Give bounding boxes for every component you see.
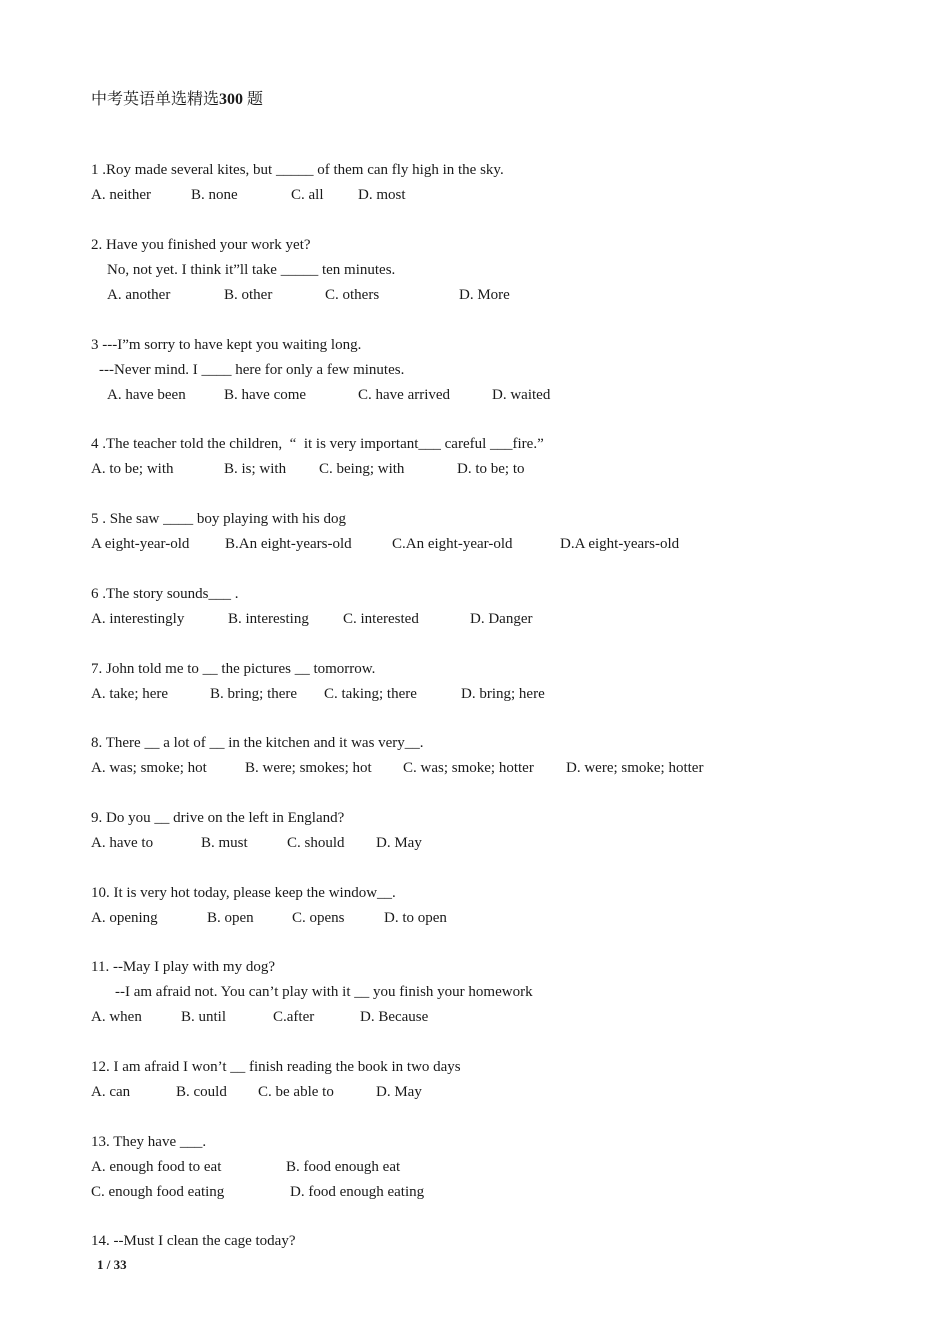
q12-option-d: D. May — [376, 1084, 422, 1100]
question-13-stem: 13. They have ___. — [91, 1134, 207, 1150]
q2-option-b: B. other — [224, 287, 273, 303]
q10-option-d: D. to open — [384, 910, 447, 926]
q1-option-b: B. none — [191, 187, 238, 203]
q7-option-d: D. bring; here — [461, 686, 545, 702]
q2-option-d: D. More — [459, 287, 510, 303]
q13-option-a: A. enough food to eat — [91, 1159, 222, 1175]
question-9-stem: 9. Do you __ drive on the left in England? — [91, 810, 345, 826]
question-2-stem: 2. Have you finished your work yet? — [91, 237, 311, 253]
question-11-stem-line2: --I am afraid not. You can’t play with it __ you finish your homework — [115, 984, 533, 1000]
q9-option-b: B. must — [201, 835, 248, 851]
q6-option-c: C. interested — [343, 611, 419, 627]
question-2-stem-line2: No, not yet. I think it”ll take _____ ten minutes. — [107, 262, 396, 278]
q6-option-d: D. Danger — [470, 611, 533, 627]
q7-option-c: C. taking; there — [324, 686, 417, 702]
question-14-stem: 14. --Must I clean the cage today? — [91, 1233, 296, 1249]
q9-option-d: D. May — [376, 835, 422, 851]
q3-option-c: C. have arrived — [358, 387, 451, 403]
q7-option-a: A. take; here — [91, 686, 169, 702]
title-suffix: 题 — [247, 91, 264, 108]
q1-option-d: D. most — [358, 187, 406, 203]
question-4-stem: 4 .The teacher told the children, “ it is very important___ careful ___fire.” — [91, 436, 544, 452]
q10-option-c: C. opens — [292, 910, 345, 926]
q3-option-d: D. waited — [492, 387, 551, 403]
q1-option-c: C. all — [291, 187, 324, 203]
q9-option-a: A. have to — [91, 835, 154, 851]
q11-option-b: B. until — [181, 1009, 227, 1025]
question-5-stem: 5 . She saw ____ boy playing with his dog — [91, 511, 346, 527]
q10-option-a: A. opening — [91, 910, 158, 926]
q10-option-b: B. open — [207, 910, 254, 926]
question-3-stem: 3 ---I”m sorry to have kept you waiting long. — [91, 337, 362, 353]
q3-option-a: A. have been — [107, 387, 186, 403]
q5-option-d: D.A eight-years-old — [560, 536, 680, 552]
q4-option-d: D. to be; to — [457, 461, 525, 477]
question-11-stem: 11. --May I play with my dog? — [91, 959, 275, 975]
q5-option-b: B.An eight-years-old — [225, 536, 352, 552]
question-7-stem: 7. John told me to __ the pictures __ tomorrow. — [91, 661, 376, 677]
q13-option-b: B. food enough eat — [286, 1159, 401, 1175]
q13-option-d: D. food enough eating — [290, 1184, 425, 1200]
page-title — [91, 86, 263, 109]
question-6-stem: 6 .The story sounds___ . — [91, 586, 239, 602]
q12-option-a: A. can — [91, 1084, 131, 1100]
page-number — [97, 1257, 127, 1273]
q6-option-b: B. interesting — [228, 611, 309, 627]
q7-option-b: B. bring; there — [210, 686, 298, 702]
question-10-stem: 10. It is very hot today, please keep the window__. — [91, 885, 396, 901]
q4-option-c: C. being; with — [319, 461, 405, 477]
q11-option-d: D. Because — [360, 1009, 429, 1025]
q12-option-c: C. be able to — [258, 1084, 334, 1100]
title-number: 300 — [219, 91, 244, 108]
q6-option-a: A. interestingly — [91, 611, 185, 627]
q4-option-a: A. to be; with — [91, 461, 174, 477]
question-8-stem: 8. There __ a lot of __ in the kitchen and it was very__. — [91, 735, 424, 751]
q8-option-a: A. was; smoke; hot — [91, 760, 207, 776]
q2-option-c: C. others — [325, 287, 380, 303]
question-1-stem: 1 .Roy made several kites, but _____ of them can fly high in the sky. — [91, 162, 504, 178]
q13-option-c: C. enough food eating — [91, 1184, 225, 1200]
page-separator: / — [106, 1257, 111, 1272]
title-prefix: 中考英语单选精选 — [91, 91, 220, 108]
q5-option-c: C.An eight-year-old — [392, 536, 513, 552]
question-12-stem: 12. I am afraid I won’t __ finish reading the book in two days — [91, 1059, 461, 1075]
q8-option-c: C. was; smoke; hotter — [403, 760, 534, 776]
page-current: 1 — [97, 1257, 104, 1272]
q11-option-c: C.after — [273, 1009, 315, 1025]
q9-option-c: C. should — [287, 835, 345, 851]
q2-option-a: A. another — [107, 287, 171, 303]
q8-option-b: B. were; smokes; hot — [245, 760, 372, 776]
page-total: 33 — [113, 1257, 127, 1272]
q4-option-b: B. is; with — [224, 461, 287, 477]
q3-option-b: B. have come — [224, 387, 307, 403]
q1-option-a: A. neither — [91, 187, 151, 203]
q8-option-d: D. were; smoke; hotter — [566, 760, 704, 776]
question-3-stem-line2: ---Never mind. I ____ here for only a few minutes. — [99, 362, 405, 378]
q12-option-b: B. could — [176, 1084, 227, 1100]
q11-option-a: A. when — [91, 1009, 142, 1025]
q5-option-a: A eight-year-old — [91, 536, 190, 552]
